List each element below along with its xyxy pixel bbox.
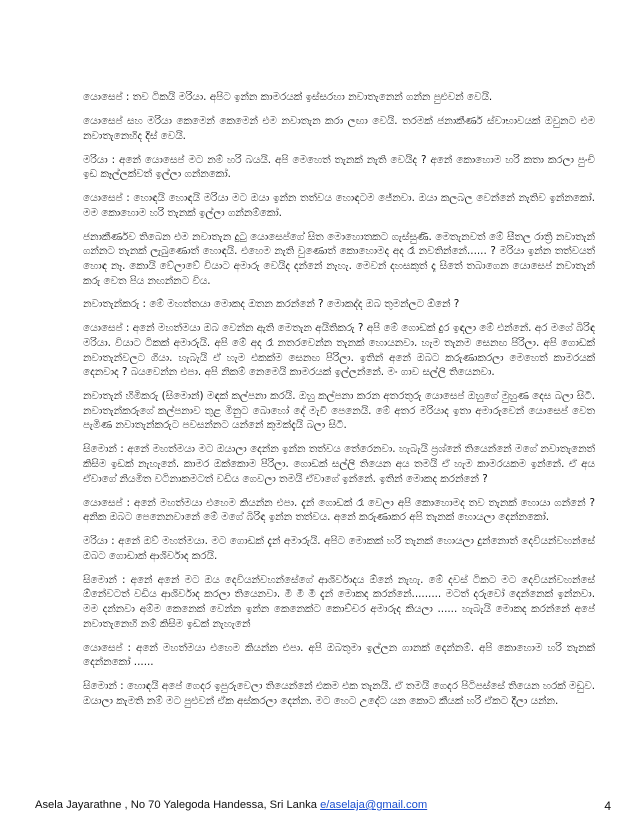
footer-address-text: Asela Jayarathne , No 70 Yalegoda Handessa, Sri Lanka bbox=[35, 799, 321, 811]
dialogue-paragraph-10: යොසෙප් : අනේ මහත්මයා එහෙම කියන්න එපා. දැන් ගොඩක් රෑ වෙලා අපි කොහොමද තව තැනක් හොයා ගන්නේ ? අනික ඔබට පෙනෙනවානේ මේ මගේ බිරිඳ ඉන්න තත්වය. අනේ කරුණාකර අපි තැනක් හොයලා දෙන්නකෝ. bbox=[83, 496, 595, 524]
footer-email-link[interactable]: e/aselaja@gmail.com bbox=[320, 799, 428, 811]
narration-paragraph-2: යොසෙප් සහ මරියා කෙමෙන් කෙමෙන් එම නවාතැන කරා ලඟා වෙයි. තරමක් ජනාකීර්ණ ස්වාභාවයක් ඔවුනට එම නවාතැනෙහිද දිස් වෙයි. bbox=[83, 114, 595, 142]
page-number: 4 bbox=[604, 799, 611, 813]
dialogue-paragraph-7: යොසෙප් : අනේ මහත්මයා ඔබ වෙන්න ඇති මෙතැන අයිතිකරු ? අපි මේ ගොඩක් දුර ඉඳලා මේ එන්නේ. අර මගේ බිරිඳ මරියා. වියාට ටිකක් අමාරුයි. අපි මේ අද රෑ නතරවෙන්න තැනක් හොයනවා. හැම තැනම සෙනඟ පිරිලා. අපි ගොඩක් නවාතැන්වලට ගියා. හැබැයි ඒ හැම එකක්ම සෙනඟ පිරිලා. ඉතින් අනේ ඔබට කරුණාකරලා මෙහෙත් කාමරයක් දෙනවාද ? බයවෙන්න එපා. අපි නිකම් නෙමෙයි කාමරයක් ඉල්ලන්නේ. මං ගාව සල්ලි තියෙනවා. bbox=[83, 322, 596, 379]
script-body bbox=[83, 90, 595, 718]
footer-address bbox=[35, 799, 427, 811]
dialogue-paragraph-3: මරියා : අනේ යොසෙප් මට නම් හරි බයයි. අපි මෙහෙත් තැනක් නැති වෙයිද ? අනේ කොහොම හරි කතා කරලා පුංචි ඉඩ කෑල්ලක්වත් ඉල්ලා ගන්නකෝ. bbox=[83, 153, 595, 181]
narration-paragraph-5: ජනාකීර්ණව තිබෙන එම නවාතැන දුටු යොසෙප්ගේ සිත මොහොතකට ගැස්සුණි. මෙතැනවත් මේ සීතල රාත්‍රි නවාතැන් ගන්නට තැනක් ලැබුණොත් හොඳයි. එහෙම නැති වුණොත් කොහොමද අද රෑ නවතින්නේ...... ? මරියා ඉන්න තත්වයත් හොඳ නෑ. කොයි වේලාවේ වියාට අමාරු වෙයිද දන්නේ නැහැ. මෙවන් දහසකුත් දෑ සිතේ තබාගෙන යොසෙප් නවාතැන් කරු වෙත පිය නඟන්නට විය. bbox=[83, 230, 595, 287]
dialogue-paragraph-13: යොසෙප් : අනේ මහත්මයා එහෙම කියන්න එපා. අපි ඔබතුමා ඉල්ලන ගානක් දෙන්නම්. අපි කොහොම හරි තැනක් දෙන්නකෝ ...... bbox=[83, 641, 595, 669]
dialogue-paragraph-6: නවාතැන්කරු : මේ මහත්තයා මොකද ඔතන කරන්නේ ? මොකද්ද ඔබ තුමන්ලට ඕනේ ? bbox=[83, 298, 460, 311]
dialogue-paragraph-1: යොසෙප් : තව ටිකයි මරියා. අපිට ඉන්න කාමරයක් ඉස්සරහා නවාතැනෙන් ගන්න පුළුවන් වෙයි. bbox=[83, 91, 493, 103]
dialogue-paragraph-4: යොසෙප් : හොඳයි හොඳයි මරියා මට ඔයා ඉන්න තත්වය හොඳටම ජේනවා. ඔයා කලබල වෙන්නේ නැතිව ඉන්නකෝ. මම කොහොම හරි තැනක් ඉල්ලා ගන්නම්කෝ. bbox=[83, 192, 595, 219]
dialogue-paragraph-9: සිමොන් : අනේ මහත්මයා මට ඔයාලා දෙන්න ඉන්න තත්වය තේරෙනවා. හැබැයි ප්‍රශ්නේ තියෙන්නේ මගේ නවාතැනෙත් කිසිම ඉඩක් නැහැනේ. කාමර ඔක්කොම පිරිලා. ගොඩක් සල්ලි තියෙන අය තමයි ඒ හැම කාමරයකම ඉන්නේ. ඒ අය ඒවාගේ නියමිත වටිනාකමටත් වඩිය ගෙවලා තමයි ඒවාගේ ඉන්නේ. ඉතින් මොකද කරන්නේ ? bbox=[83, 443, 595, 485]
dialogue-paragraph-11: මරියා : අනේ ඔව් මහත්මයා. මට ගොඩක් දැන් අමාරුයි. අපිට මොකක් හරි තැනක් හොයලා දුන්නොත් දෙවියන්වහන්සේ ඔබට ගොඩාක් ආශිර්වාද කරයි. bbox=[83, 535, 595, 562]
dialogue-paragraph-14: සිමොන් : හොඳයි අපේ ගෙදර ඉපුරුවෙලා තියෙන්නේ එකම එක තැනයි. ඒ තමයි ගෙදර පිටිපස්සේ තියෙන හරක් මඩුව. ඔයාලා කැමති නම් මට පුළුවන් ඒක අස්කරලා දෙන්න. මට හෙට උදේට යන කොට කීයක් හරි ඒකට දීලා යන්න. bbox=[83, 680, 595, 707]
narration-paragraph-8: නවාතැන් හිමිකරු (සිමොන්) මඳක් කල්පනා කරයි. ඔහු කල්පනා කරන අතරතුරු යොසෙප් ඔහුගේ මුහුණ දෙස බලා සිටී. නවාතැන්කරුගේ කල්පනාව තුළ මිනුට බොහෝ දේ මැවී පෙනෙයි. මේ අතර මරියාද ඉතා අමාරුවෙන් යොසෙප් වෙත පැමිණ නවාතැන්කරුට පවසන්නට යන්නේ කුමක්දැයි බලා සිටී. bbox=[83, 390, 595, 432]
dialogue-paragraph-12: සිමොන් : අනේ අනේ මට ඔය දෙවියන්වහන්සේගේ ආශිර්වාදය ඕනේ නැහැ. මේ දවස් ටිකට මට දෙවියන්වහන්සේ ඕනේවටත් වඩිය ආශිර්වාද කරලා තියෙනවා. මී මී මී දැන් මොකද කරන්නේ......... මටත් දරුවෝ දෙන්නෙක් ඉන්නවා. මම දන්නවා අම්ම කෙනෙක් වෙන්න ඉන්න කෙනෙක්ට කොච්චර අමාරුද කියලා ...... හැබැයි මොකද කරන්නේ අපේ නවාතැනෙහි නම් කිසිම ඉඩක් නැහැනේ bbox=[83, 573, 595, 630]
